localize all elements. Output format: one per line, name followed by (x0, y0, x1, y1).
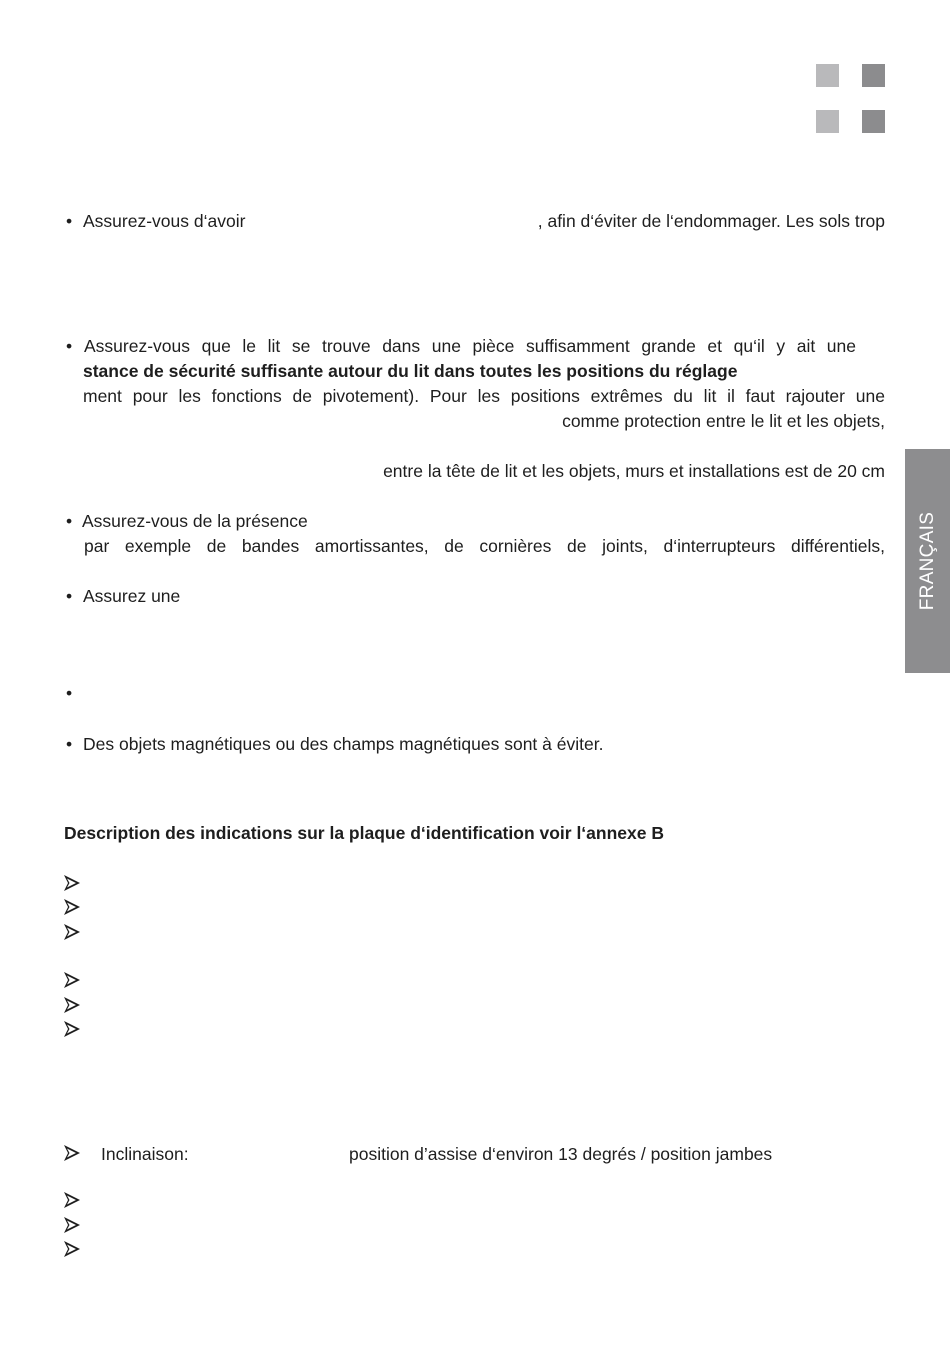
arrow-bullet-icon (63, 1020, 81, 1038)
p3-line2: par exemple de bandes amortissantes, de cornières de joints, d‘interrupteurs différentiels, (84, 536, 885, 556)
p2-line1: Assurez-vous que le lit se trouve dans une pièce suffisamment grande et qu‘il y ait une (84, 336, 856, 356)
arrow-bullet-icon (63, 1240, 81, 1258)
arrow-bullet-icon (63, 1216, 81, 1234)
p6-line1: Des objets magnétiques ou des champs magnétiques sont à éviter. (83, 734, 604, 754)
bullet: • (66, 586, 73, 606)
p2-line3: ment pour les fonctions de pivotement). Pour les positions extrêmes du lit il faut rajouter une (83, 386, 885, 406)
bullet: • (66, 734, 73, 754)
inclinaison-label: Inclinaison: (101, 1144, 189, 1164)
p2-line4: comme protection entre le lit et les objets, (562, 411, 885, 431)
language-tab-label: FRANÇAIS (916, 511, 938, 611)
bullet: • (66, 683, 73, 703)
p2-line5: entre la tête de lit et les objets, murs et installations est de 20 cm (383, 461, 885, 481)
p1-start: Assurez-vous d‘avoir (83, 211, 246, 231)
corner-square-1 (816, 64, 839, 87)
corner-square-2 (862, 64, 885, 87)
language-tab (905, 449, 950, 673)
arrow-bullet-icon (63, 923, 81, 941)
arrow-bullet-icon (63, 874, 81, 892)
bullet: • (66, 511, 73, 531)
arrow-bullet-icon (63, 898, 81, 916)
arrow-bullet-icon (63, 971, 81, 989)
arrow-bullet-icon (63, 1191, 81, 1209)
corner-square-4 (862, 110, 885, 133)
arrow-bullet-icon (63, 996, 81, 1014)
arrow-bullet-icon (63, 1144, 81, 1162)
p2-line2-bold: stance de sécurité suffisante autour du lit dans toutes les positions du réglage (83, 361, 738, 381)
bullet: • (66, 211, 73, 231)
corner-square-3 (816, 110, 839, 133)
bullet: • (66, 336, 73, 356)
p1-end: , afin d‘éviter de l‘endommager. Les sols trop (537, 211, 885, 231)
section-heading: Description des indications sur la plaque d‘identification voir l‘annexe B (64, 823, 664, 843)
p4-line1: Assurez une (83, 586, 181, 606)
inclinaison-value: position d’assise d‘environ 13 degrés / position jambes (349, 1144, 773, 1164)
p3-line1: Assurez-vous de la présence (82, 511, 308, 531)
